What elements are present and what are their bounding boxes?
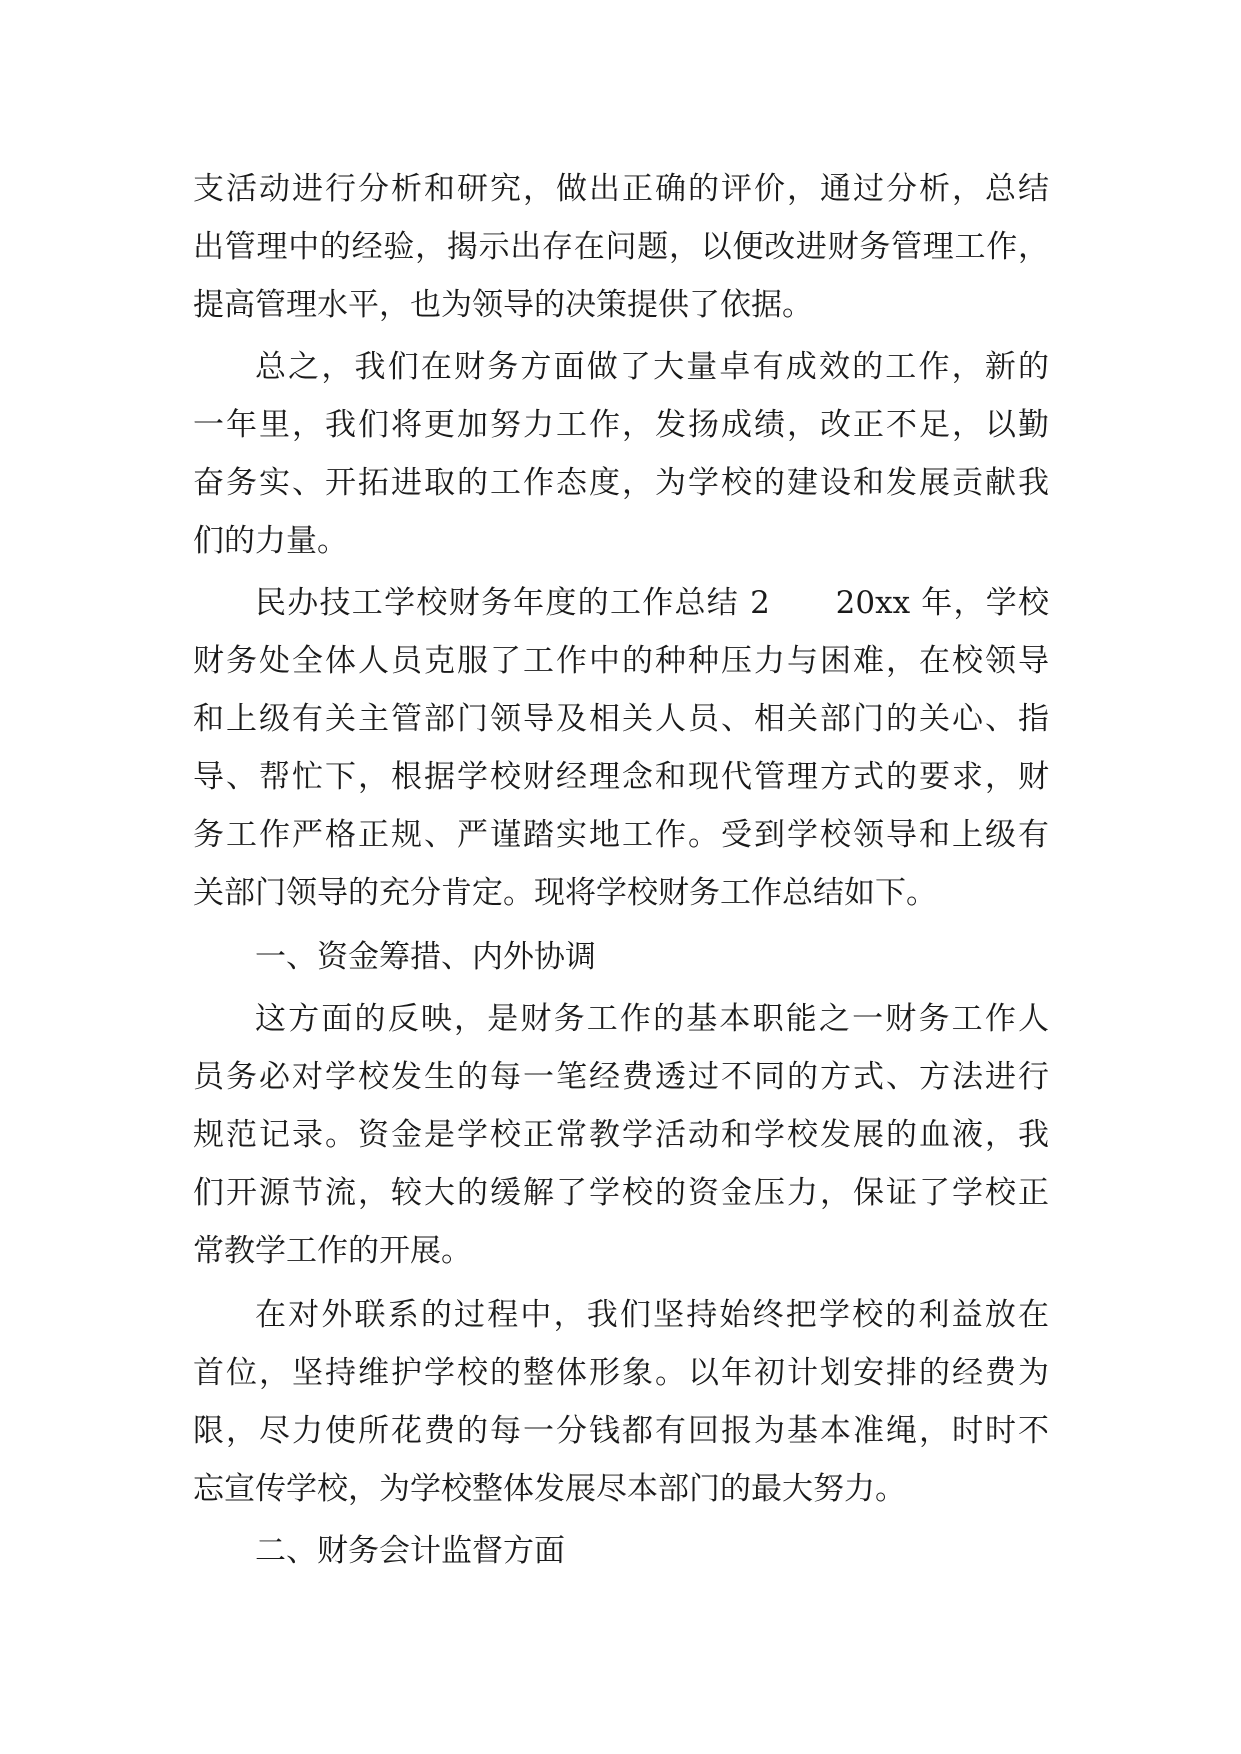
section-heading-2: [193, 1522, 1049, 1580]
paragraph-2: [193, 338, 1049, 570]
text-line: 务工作严格正规、严谨踏实地工作。受到学校领导和上级有: [193, 817, 1049, 853]
text-line: 这方面的反映，是财务工作的基本职能之一财务工作人: [255, 1001, 1049, 1037]
paragraph-3: [193, 574, 1049, 922]
text-line: 在对外联系的过程中，我们坚持始终把学校的利益放在: [255, 1297, 1049, 1333]
text-line: 常教学工作的开展。: [193, 1233, 472, 1269]
section-heading: 二、财务会计监督方面: [255, 1533, 565, 1569]
text-line: 们开源节流，较大的缓解了学校的资金压力，保证了学校正: [193, 1175, 1049, 1211]
text-line: 规范记录。资金是学校正常教学活动和学校发展的血液，我: [193, 1117, 1049, 1153]
text-line: 财务处全体人员克服了工作中的种种压力与困难，在校领导: [193, 643, 1049, 679]
text-line: 首位，坚持维护学校的整体形象。以年初计划安排的经费为: [193, 1355, 1049, 1391]
text-line: 奋务实、开拓进取的工作态度，为学校的建设和发展贡献我: [193, 465, 1049, 501]
paragraph-5: [193, 1286, 1049, 1518]
text-line: 关部门领导的充分肯定。现将学校财务工作总结如下。: [193, 875, 937, 911]
text-line: 民办技工学校财务年度的工作总结 2 20xx 年，学校: [255, 585, 1049, 621]
text-line: 总之，我们在财务方面做了大量卓有成效的工作，新的: [255, 349, 1049, 385]
text-line: 出管理中的经验，揭示出存在问题，以便改进财务管理工作，: [193, 229, 1049, 265]
text-line: 提高管理水平，也为领导的决策提供了依据。: [193, 287, 813, 323]
text-line: 支活动进行分析和研究，做出正确的评价，通过分析，总结: [193, 171, 1049, 207]
section-heading-1: [193, 928, 1049, 986]
text-line: 导、帮忙下，根据学校财经理念和现代管理方式的要求，财: [193, 759, 1049, 795]
text-line: 和上级有关主管部门领导及相关人员、相关部门的关心、指: [193, 701, 1049, 737]
text-line: 限，尽力使所花费的每一分钱都有回报为基本准绳，时时不: [193, 1413, 1049, 1449]
text-line: 员务必对学校发生的每一笔经费透过不同的方式、方法进行: [193, 1059, 1049, 1095]
paragraph-4: [193, 990, 1049, 1280]
text-line: 们的力量。: [193, 523, 348, 559]
section-heading: 一、资金筹措、内外协调: [255, 939, 596, 975]
paragraph-1: [193, 160, 1049, 334]
text-line: 一年里，我们将更加努力工作，发扬成绩，改正不足，以勤: [193, 407, 1049, 443]
text-line: 忘宣传学校，为学校整体发展尽本部门的最大努力。: [193, 1471, 906, 1507]
